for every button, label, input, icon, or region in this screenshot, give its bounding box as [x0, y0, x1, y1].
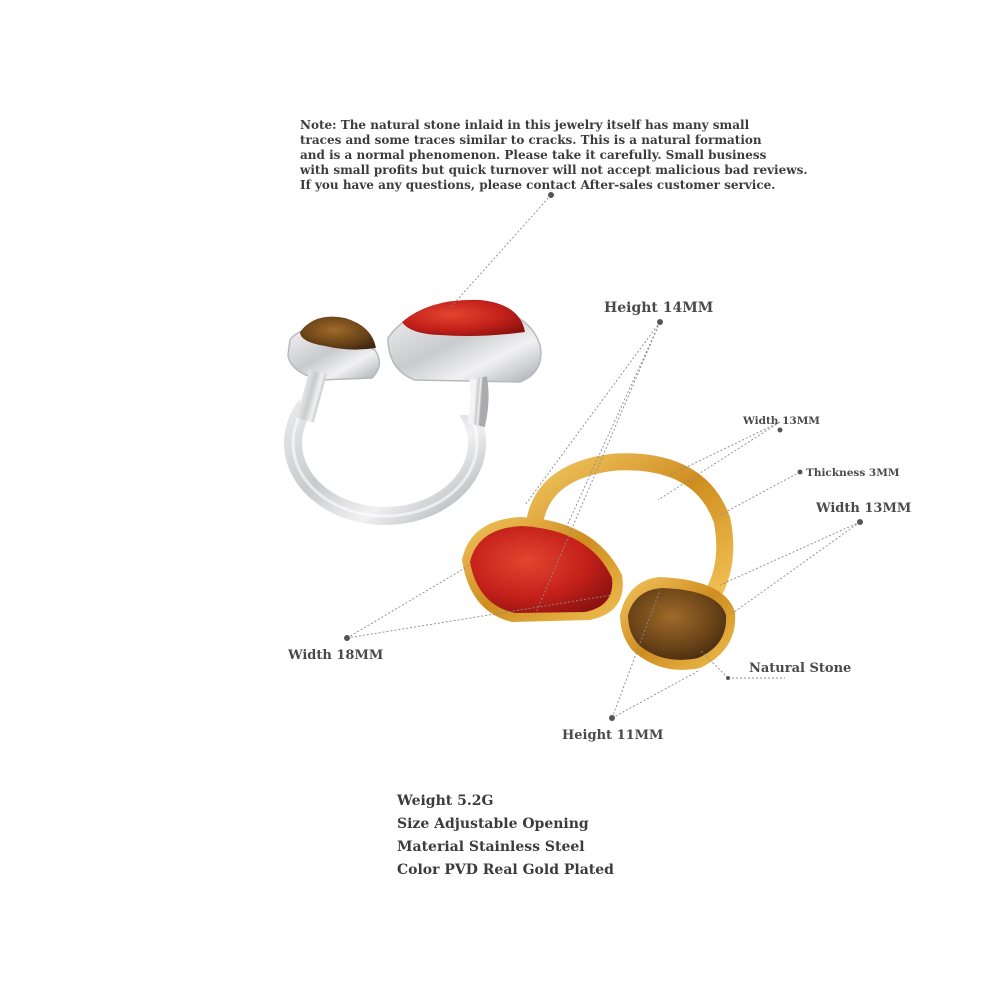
band-width-label: Width 13MM: [743, 415, 820, 427]
height-11mm-label: Height 11MM: [562, 728, 664, 743]
spec-size: Size Adjustable Opening: [397, 816, 589, 832]
height-14mm-label: Height 14MM: [604, 300, 714, 316]
note-line: If you have any questions, please contact After-sales customer service.: [300, 178, 776, 192]
note-line: with small profits but quick turnover will not accept malicious bad reviews.: [300, 163, 808, 177]
spec-color: Color PVD Real Gold Plated: [397, 862, 614, 878]
note-line: and is a normal phenomenon. Please take it carefully. Small business: [300, 148, 767, 162]
product-specs: [397, 790, 614, 882]
gold-ring: [462, 462, 735, 670]
natural-stone-label: Natural Stone: [749, 661, 852, 676]
width-18mm-label: Width 18MM: [288, 648, 384, 663]
note-line: Note: The natural stone inlaid in this jewelry itself has many small: [300, 118, 750, 132]
silver-ring: [288, 300, 541, 516]
spec-material: Material Stainless Steel: [397, 839, 585, 855]
small-stone-width-label: Width 13MM: [816, 501, 912, 516]
spec-weight: Weight 5.2G: [397, 793, 494, 809]
note-line: traces and some traces similar to cracks. This is a natural formation: [300, 133, 762, 147]
thickness-label: Thickness 3MM: [806, 467, 900, 479]
